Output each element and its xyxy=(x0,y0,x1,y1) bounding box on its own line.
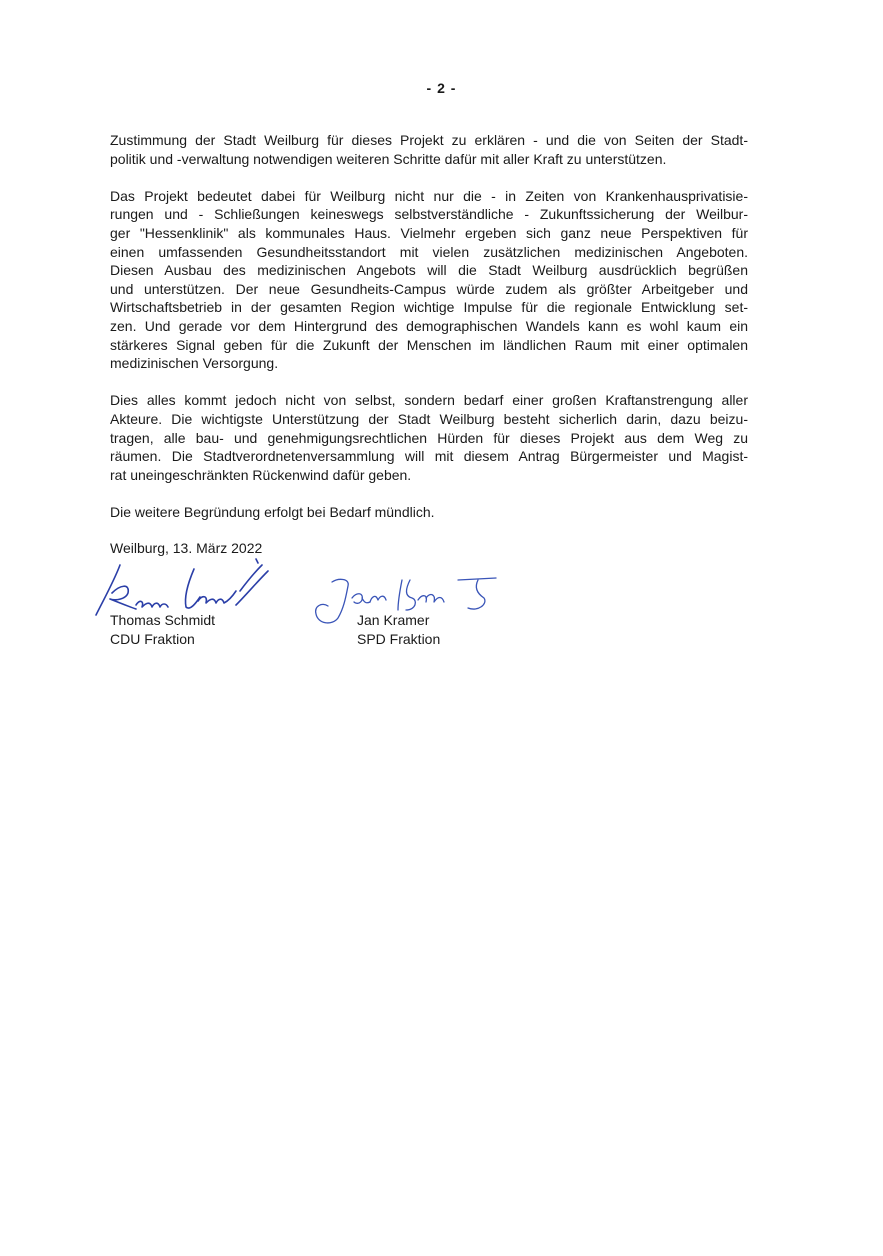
text-line: Das Projekt bedeutet dabei für Weilburg nicht nur die - in Zeiten von Krankenhausprivatisie- xyxy=(110,187,748,204)
signatory-faction: SPD Fraktion xyxy=(357,630,441,647)
text-line: Diesen Ausbau des medizinischen Angebots will die Stadt Weilburg ausdrücklich begrüßen xyxy=(110,262,748,279)
text-line: räumen. Die Stadtverordnetenversammlung will mit diesem Antrag Bürgermeister und Magist- xyxy=(110,448,748,465)
text-line: rungen und - Schließungen keineswegs selbstverständliche - Zukunftssicherung der Weilbur- xyxy=(110,206,748,223)
paragraph-4 xyxy=(110,503,748,522)
text-line: einen umfassenden Gesundheitsstandort mit vielen zusätzlichen medizinischen Angeboten. xyxy=(110,243,748,260)
text-line: politik und -verwaltung notwendigen weiteren Schritte dafür mit aller Kraft zu unterstützen. xyxy=(110,150,667,167)
text-line: Wirtschaftsbetrieb in der gesamten Region wichtige Impulse für die regionale Entwicklung set- xyxy=(110,299,748,316)
text-line: Zustimmung der Stadt Weilburg für dieses Projekt zu erklären - und die von Seiten der Stadt- xyxy=(110,132,748,148)
body-text xyxy=(110,131,748,540)
page-number: - 2 - xyxy=(426,80,457,96)
text-line: Die weitere Begründung erfolgt bei Bedarf mündlich. xyxy=(110,503,435,520)
text-line: zen. Und gerade vor dem Hintergrund des demographischen Wandels kann es wohl kaum ein xyxy=(110,317,748,334)
text-line: und unterstützen. Der neue Gesundheits-Campus würde zudem als größter Arbeitgeber und xyxy=(110,280,748,297)
text-line: medizinischen Versorgung. xyxy=(110,355,279,372)
signatory-name: Jan Kramer xyxy=(357,612,430,628)
text-line: tragen, alle bau- und genehmigungsrechtlichen Hürden für dieses Projekt aus dem Weg zu xyxy=(110,429,748,446)
text-line: Dies alles kommt jedoch nicht von selbst, sondern bedarf einer großen Kraftanstrengung aller xyxy=(110,392,748,409)
paragraph-1 xyxy=(110,131,748,168)
text-line: stärkeres Signal geben für die Zukunft der Menschen im ländlichen Raum mit einer optimalen xyxy=(110,336,748,353)
date-place: Weilburg, 13. März 2022 xyxy=(110,540,263,556)
text-line: ger "Hessenklinik" als kommunales Haus. Vielmehr ergeben sich ganz neue Perspektiven für xyxy=(110,224,748,241)
paragraph-3 xyxy=(110,391,748,484)
text-line: Akteure. Die wichtigste Unterstützung der Stadt Weilburg besteht sicherlich darin, dazu beizu- xyxy=(110,410,748,427)
signatory-block-right xyxy=(357,611,440,648)
signatory-faction: CDU Fraktion xyxy=(110,630,195,647)
signatory-block-left xyxy=(110,611,215,648)
text-line: rat uneingeschränkten Rückenwind dafür geben. xyxy=(110,466,412,483)
paragraph-2 xyxy=(110,187,748,373)
signatory-name: Thomas Schmidt xyxy=(110,612,216,628)
